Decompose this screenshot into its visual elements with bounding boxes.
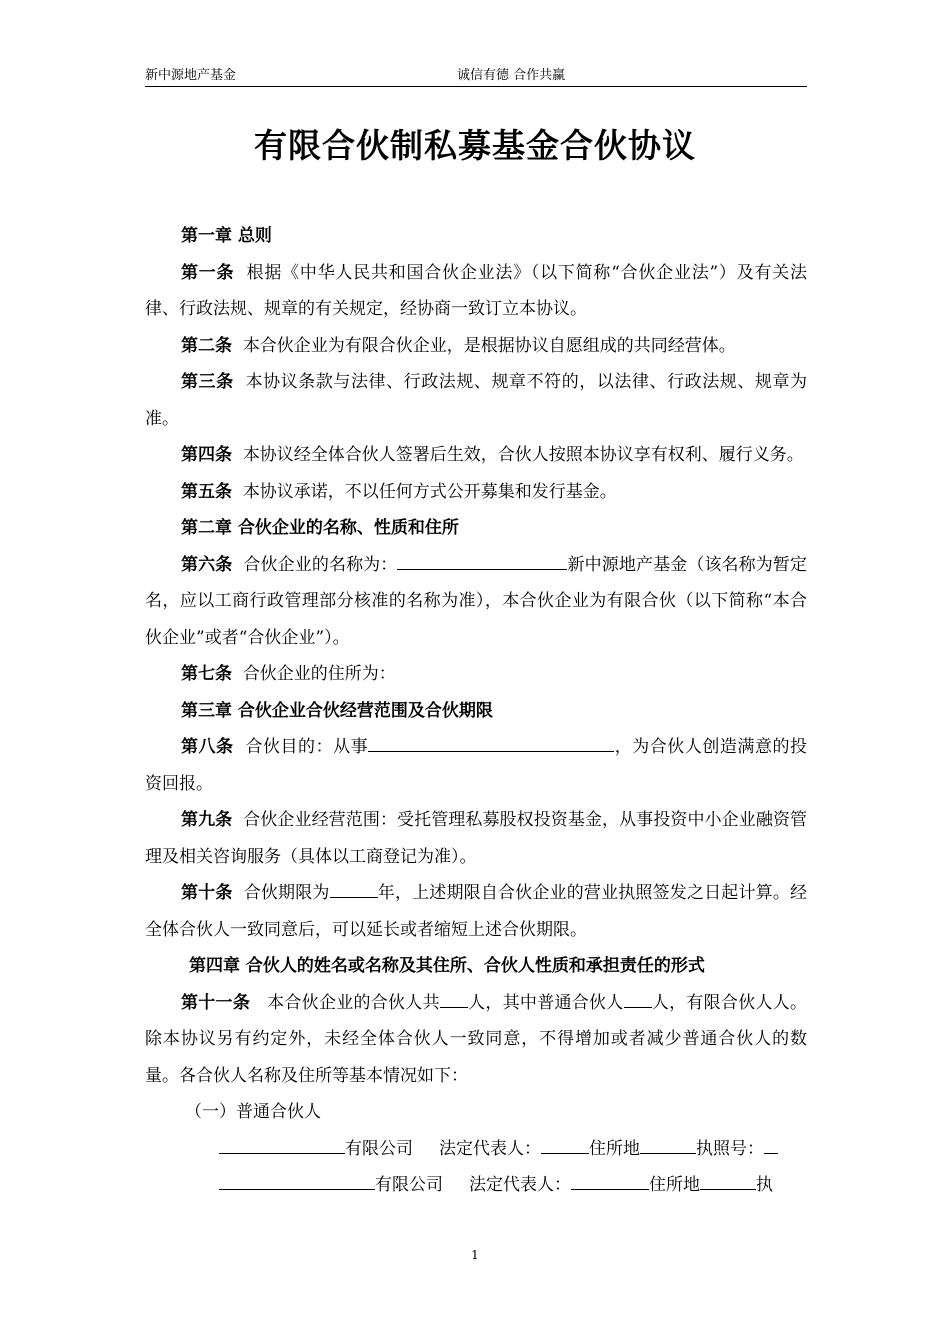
article-1-label: 第一条 — [181, 262, 235, 283]
article-7-label: 第七条 — [181, 664, 232, 684]
article-10 — [145, 875, 807, 948]
article-4 — [145, 437, 807, 474]
article-9-label: 第九条 — [181, 810, 233, 830]
address-label: 住所地 — [589, 1138, 640, 1159]
article-6 — [145, 547, 807, 657]
article-8-label: 第八条 — [181, 737, 234, 757]
address-blank — [640, 1131, 696, 1154]
article-6-text-pre: 合伙企业的名称为： — [243, 554, 398, 575]
chapter-1-heading: 第一章 总则 — [181, 226, 272, 246]
chapter-4-heading: 第四章 合伙人的姓名或名称及其住所、合伙人性质和承担责任的形式 — [189, 956, 705, 976]
article-1 — [145, 255, 807, 328]
term-years-blank — [330, 875, 378, 898]
article-2 — [145, 328, 807, 365]
chapter-3-heading: 第三章 合伙企业合伙经营范围及合伙期限 — [181, 700, 493, 721]
article-4-label: 第四条 — [181, 445, 232, 465]
legal-rep-blank — [571, 1167, 649, 1190]
fund-name-blank — [397, 547, 567, 570]
article-3-text: 本协议条款与法律、行政法规、规章不符的，以法律、行政法规、规章为准。 — [145, 372, 808, 429]
article-7 — [145, 656, 807, 693]
article-5-text: 本协议承诺，不以任何方式公开募集和发行基金。 — [242, 481, 617, 502]
article-8-text-pre: 合伙目的：从事 — [245, 737, 369, 757]
page-number: 1 — [471, 1248, 479, 1262]
document-title: 有限合伙制私募基金合伙协议 — [254, 126, 696, 165]
legal-rep-label: 法定代表人： — [439, 1138, 541, 1159]
purpose-blank — [368, 729, 614, 752]
article-10-text-pre: 合伙期限为 — [243, 883, 330, 903]
article-11-label: 第十一条 — [181, 992, 251, 1013]
article-5-label: 第五条 — [181, 481, 232, 502]
article-11-text-1: 本合伙企业的合伙人共 — [267, 992, 440, 1013]
article-11 — [145, 985, 807, 1095]
article-6-text-post: 新中源地产基金（该名称为暂定名，应以工商行政管理部分核准的名称为准），本合伙企业为有限合伙（以下简称“本合伙企业”或者“合伙企业”）。 — [145, 554, 808, 648]
gp-count-blank — [624, 985, 652, 1008]
article-8-text-post: ，为合伙人创造满意的投资回报。 — [145, 737, 808, 794]
header-left-text: 新中源地产基金 — [145, 68, 237, 83]
gp-section-heading: （一）普通合伙人 — [185, 1102, 321, 1122]
article-3 — [145, 364, 807, 437]
article-2-label: 第二条 — [181, 335, 232, 356]
header-center-text: 诚信有德 合作共赢 — [457, 68, 566, 83]
page-header — [145, 66, 807, 87]
article-10-label: 第十条 — [181, 883, 233, 903]
gp-company-line-1 — [145, 1131, 807, 1168]
article-4-text: 本协议经全体合伙人签署后生效，合伙人按照本协议享有权利、履行义务。 — [242, 445, 804, 465]
address-label: 住所地 — [649, 1175, 700, 1195]
article-9-text: 合伙企业经营范围：受托管理私募股权投资基金，从事投资中小企业融资管理及相关咨询服务（具体以工商登记为准）。 — [145, 810, 808, 867]
article-8 — [145, 729, 807, 802]
article-1-text: 根据《中华人民共和国合伙企业法》（以下简称“合伙企业法”）及有关法律、行政法规、规章的有关规定，经协商一致订立本协议。 — [145, 262, 807, 319]
legal-rep-label: 法定代表人： — [469, 1175, 571, 1195]
gp-company-line-2 — [145, 1167, 807, 1204]
company-suffix: 有限公司 — [375, 1175, 443, 1195]
article-10-text-post: 年，上述期限自合伙企业的营业执照签发之日起计算。经全体合伙人一致同意后，可以延长或者缩短上述合伙期限。 — [145, 883, 808, 940]
company-name-blank — [219, 1167, 375, 1190]
license-label-truncated: 执 — [756, 1175, 773, 1195]
article-11-text-3: 人，有限合伙人人。除本协议另有约定外，未经全体合伙人一致同意，不得增加或者减少普通合伙人的数量。各合伙人名称及住所等基本情况如下： — [145, 992, 808, 1086]
address-blank — [700, 1167, 756, 1190]
company-name-blank — [219, 1131, 345, 1154]
partner-count-blank — [440, 985, 468, 1008]
document-body — [145, 218, 807, 1204]
article-9 — [145, 802, 807, 875]
article-2-text: 本合伙企业为有限合伙企业，是根据协议自愿组成的共同经营体。 — [242, 335, 736, 356]
legal-rep-blank — [541, 1131, 589, 1154]
article-6-label: 第六条 — [181, 554, 233, 575]
license-label: 执照号： — [696, 1138, 764, 1159]
license-blank — [764, 1131, 778, 1154]
article-5 — [145, 474, 807, 511]
chapter-2-heading: 第二章 合伙企业的名称、性质和住所 — [181, 518, 459, 538]
article-11-text-2: 人，其中普通合伙人 — [467, 992, 624, 1013]
company-suffix: 有限公司 — [345, 1138, 413, 1159]
article-7-text: 合伙企业的住所为： — [242, 664, 396, 684]
article-3-label: 第三条 — [181, 372, 234, 392]
